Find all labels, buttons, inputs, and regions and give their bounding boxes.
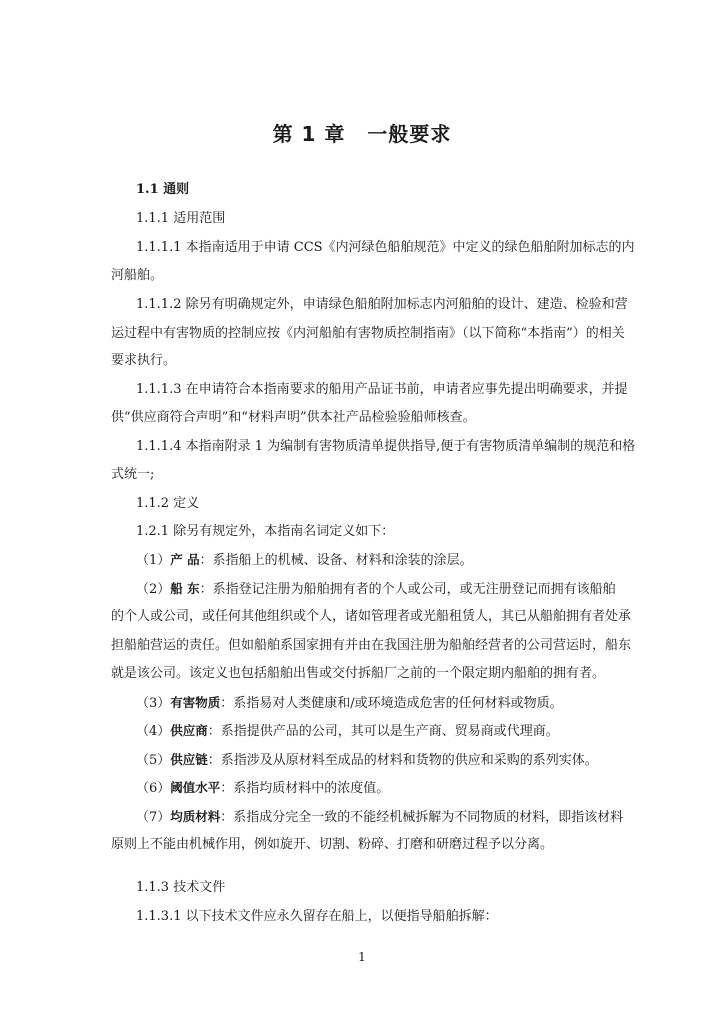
definition-term: 船 东 [170, 581, 200, 596]
paragraph-1-1-1-2-line-1: 1.1.1.2 除另有明确规定外，申请绿色船舶附加标志内河船舶的设计、建造、检验和营 [136, 297, 628, 312]
paragraph-1-1-1-2-line-2: 运过程中有害物质的控制应按《内河船舶有害物质控制指南》（以下简称“本指南”）的相关 [111, 326, 625, 341]
paragraph-1-1-1-1-line-1: 1.1.1.1 本指南适用于申请 CCS《内河绿色船舶规范》中定义的绿色船舶附加标志的内 [136, 240, 635, 255]
definition-term: 供应链 [170, 752, 208, 767]
definition-term: 阈值水平 [170, 780, 221, 795]
definition-shipowner-line-4: 就是该公司。该定义也包括船舶出售或交付拆船厂之前的一个限定期内船舶的拥有者。 [111, 666, 606, 681]
definition-text: ：系指提供产品的公司，其可以是生产商、贸易商或代理商。 [207, 724, 559, 739]
definition-term: 均质材料 [170, 809, 221, 824]
definition-number: （7） [136, 810, 171, 825]
definition-threshold [136, 780, 389, 797]
chapter-name: 一般要求 [367, 122, 452, 146]
definition-homogeneous-material-line-1 [136, 809, 624, 826]
paragraph-1-1-1-4-line-2: 式统一; [111, 467, 155, 482]
definition-number: （2） [136, 582, 171, 597]
definition-shipowner-line-1 [136, 581, 614, 598]
definition-supplier [136, 723, 559, 740]
definition-shipowner-line-2: 的个人或公司，或任何其他组织或个人，诸如管理者或光船租赁人，其已从船舶拥有者处承 [111, 609, 632, 624]
page-number: 1 [358, 950, 366, 964]
subsection-heading-1-1-1: 1.1.1 适用范围 [136, 211, 226, 226]
definition-text: ：系指成分完全一致的不能经机械拆解为不同物质的材料，即指该材料 [220, 810, 624, 825]
paragraph-1-1-1-3-line-1: 1.1.1.3 在申请符合本指南要求的船用产品证书前，申请者应事先提出明确要求，并提 [136, 382, 628, 397]
definition-term: 产 品 [170, 552, 200, 567]
definition-number: （6） [136, 781, 171, 796]
definition-term: 有害物质 [170, 695, 221, 710]
definition-number: （5） [136, 753, 171, 768]
definition-number: （1） [136, 553, 171, 568]
paragraph-1-1-1-4-line-1: 1.1.1.4 本指南附录 1 为编制有害物质清单提供指导,便于有害物质清单编制的规范和格 [136, 439, 636, 454]
chapter-number: 第 1 章 [272, 122, 346, 146]
paragraph-1-1-1-1-line-2: 河船舶。 [111, 268, 164, 283]
paragraph-1-2-1: 1.2.1 除另有规定外，本指南名词定义如下： [136, 524, 395, 539]
definition-term: 供应商 [170, 723, 208, 738]
definition-hazardous-material [136, 695, 563, 712]
definition-shipowner-line-3: 担船舶营运的责任。但如船舶系国家拥有并由在我国注册为船舶经营者的公司营运时，船东 [111, 638, 632, 653]
definition-text: ：系指船上的机械、设备、材料和涂装的涂层。 [199, 553, 473, 568]
definition-supply-chain [136, 752, 598, 769]
paragraph-1-1-3-1: 1.1.3.1 以下技术文件应永久留存在船上，以便指导船舶拆解： [136, 909, 498, 924]
definition-text: ：系指均质材料中的浓度值。 [220, 781, 390, 796]
chapter-title [0, 118, 724, 147]
definition-number: （3） [136, 696, 171, 711]
definition-homogeneous-material-line-2: 原则上不能由机械作用，例如旋开、切割、粉碎、打磨和研磨过程予以分离。 [111, 837, 554, 852]
paragraph-1-1-1-3-line-2: 供“供应商符合声明”和“材料声明”供本社产品检验验船师核查。 [111, 410, 476, 425]
subsection-heading-1-1-2: 1.1.2 定义 [136, 496, 200, 511]
definition-number: （4） [136, 724, 171, 739]
subsection-heading-1-1-3: 1.1.3 技术文件 [136, 880, 226, 895]
definition-text: ：系指易对人类健康和/或环境造成危害的任何材料或物质。 [220, 696, 563, 711]
definition-text: ：系指登记注册为船舶拥有者的个人或公司，或无注册登记而拥有该船舶 [199, 582, 616, 597]
definition-text: ：系指涉及从原材料至成品的材料和货物的供应和采购的系列实体。 [207, 753, 598, 768]
definition-product [136, 552, 473, 569]
paragraph-1-1-1-2-line-3: 要求执行。 [111, 353, 177, 368]
section-heading-1-1: 1.1 通则 [136, 182, 190, 197]
